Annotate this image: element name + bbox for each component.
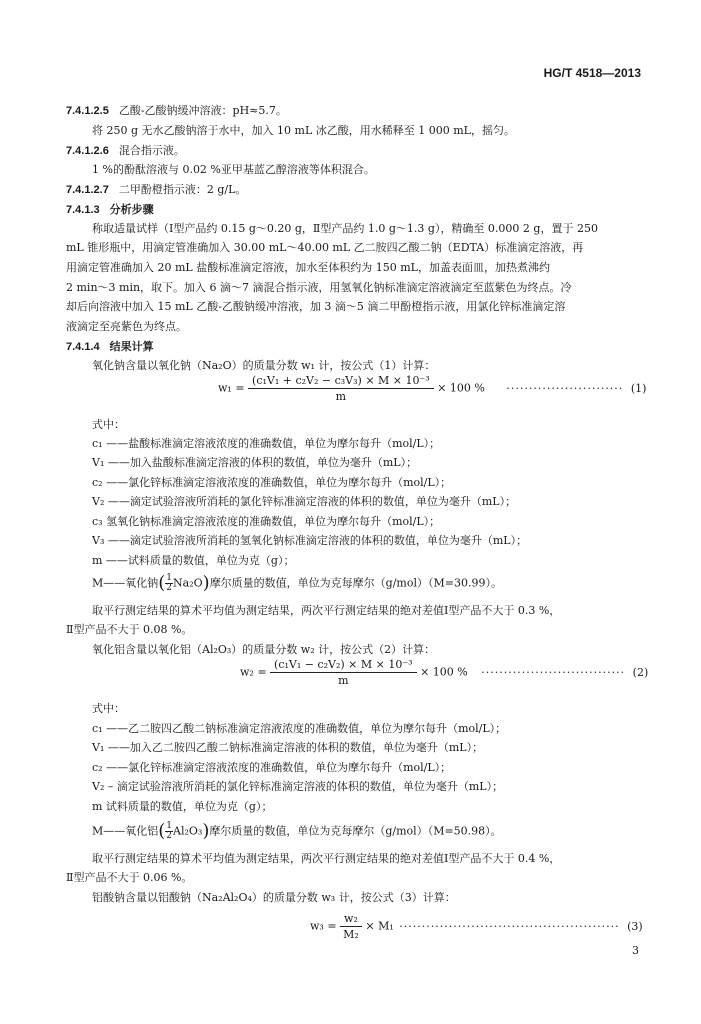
formula-2-lhs: w₂ = (240, 665, 267, 679)
text-line-p5b: Ⅱ型产品不大于 0.08 %。 (66, 623, 193, 636)
text-line-e1: c₁ ——乙二胺四乙酸二钠标准滴定溶液浓度的准确数值，单位为摩尔每升（mol/L）； (92, 722, 507, 735)
half-fraction (165, 574, 173, 593)
molar-al2o3-pre: M——氧化铝 (92, 824, 159, 838)
text-line-p7a: 取平行测定结果的算术平均值为测定结果，两次平行测定结果的绝对差值Ⅰ型产品不大于 0.4 %， (92, 852, 561, 865)
text-line-p2: 1 %的酚酞溶液与 0.02 %亚甲基蓝乙醇溶液等体积混合。 (92, 163, 375, 176)
molar-mass-na2o: M——氧化钠( $\frac{1}{2}$ Na₂O)摩尔质量的数值，单位为克每摩尔（g/mol）（M=30.99）。 (92, 572, 502, 594)
molar-al2o3-post: 摩尔质量的数值，单位为克每摩尔（g/mol）（M=50.98）。 (209, 824, 502, 838)
text-line-p3c: 用滴定管准确加入 20 mL 盐酸标准滴定溶液，加水至体积约为 150 mL，加盖表面皿，加热煮沸约 (66, 261, 550, 274)
text-line-where2: 式中： (92, 702, 125, 715)
text-line-e5: m 试料质量的数值，单位为克（g）； (92, 800, 273, 813)
formula-2-numerator: (c₁V₁ − c₂V₂) × M × 10⁻³ (270, 658, 417, 673)
text-line-s7412-7: 7.4.1.2.7 二甲酚橙指示液：2 g/L。 (66, 183, 247, 196)
text-line-s7412-5: 7.4.1.2.5 乙酸-乙酸钠缓冲溶液：pH≈5.7。 (66, 104, 287, 117)
molar-na2o-post: 摩尔质量的数值，单位为克每摩尔（g/mol）（M=30.99）。 (209, 576, 502, 590)
text-line-d6: V₃ ——滴定试验溶液所消耗的氢氧化钠标准滴定溶液的体积的数值，单位为毫升（mL）； (92, 534, 528, 547)
formula-3-lhs: w₃ = (310, 919, 337, 933)
formula-2-denominator: m (338, 674, 349, 687)
text-line-d3: c₂ ——氯化锌标准滴定溶液浓度的准确数值，单位为摩尔每升（mol/L）； (92, 476, 452, 489)
half-top: 1 (166, 573, 173, 583)
text-line-e2: V₁ ——加入乙二胺四乙酸二钠标准滴定溶液的体积的数值，单位为毫升（mL）； (92, 741, 484, 754)
text-line-d5: c₃ 氢氧化钠标准滴定溶液浓度的准确数值，单位为摩尔每升（mol/L）； (92, 515, 441, 528)
formula-1-fraction (248, 374, 434, 403)
text-line-p3d: 2 min～3 min，取下。加入 6 滴～7 滴混合指示液，用氢氧化钠标准滴定溶液滴定至蓝紫色为终点。冷 (66, 281, 572, 294)
molar-na2o-pre: M——氧化钠 (92, 576, 159, 590)
formula-2-label: (2) (632, 665, 649, 679)
text-line-s7413: 7.4.1.3 分析步骤 (66, 204, 154, 216)
text-line-e4: V₂ – 滴定试验溶液所消耗的氯化锌标准滴定溶液的体积的数值，单位为毫升（mL）； (92, 780, 504, 793)
text-line-d1: c₁ ——盐酸标准滴定溶液浓度的准确数值，单位为摩尔每升（mol/L）； (92, 437, 441, 450)
text-line-e3: c₂ ——氯化锌标准滴定溶液浓度的准确数值，单位为摩尔每升（mol/L）； (92, 761, 452, 774)
molar-na2o-species: Na₂O (173, 576, 203, 590)
formula-1-tail: × 100 % (437, 381, 485, 395)
text-line-p3e: 却后向溶液中加入 15 mL 乙酸-乙酸钠缓冲溶液，加 3 滴～5 滴二甲酚橙指示液，用氯化锌标准滴定溶 (66, 300, 566, 313)
text-line-p7b: Ⅱ型产品不大于 0.06 %。 (66, 871, 193, 884)
text-line-p6: 氧化铝含量以氧化铝（Al₂O₃）的质量分数 w₂ 计，按公式（2）计算： (92, 643, 436, 656)
formula-2-fraction (270, 658, 417, 687)
half-bottom: 2 (166, 583, 173, 593)
standard-code: HG/T 4518—2013 (543, 66, 641, 80)
formula-1-lhs: w₁ = (218, 381, 245, 395)
text-line-p3b: mL 锥形瓶中，用滴定管准确加入 30.00 mL～40.00 mL 乙二胺四乙酸二钠（EDTA）标准滴定溶液，再 (66, 241, 584, 254)
formula-1-label: (1) (630, 381, 647, 395)
text-line-d2: V₁ ——加入盐酸标准滴定溶液的体积的数值，单位为毫升（mL）； (92, 456, 418, 469)
formula-1-leader: ·························· (506, 381, 624, 395)
formula-1 (218, 374, 646, 403)
text-line-s7412-6: 7.4.1.2.6 混合指示液。 (66, 144, 185, 157)
formula-3-denominator: M₂ (343, 928, 359, 941)
text-line-p1: 将 250 g 无水乙酸钠溶于水中，加入 10 mL 冰乙酸，用水稀释至 1 000 mL，摇匀。 (92, 124, 515, 137)
molar-al2o3-species: Al₂O₃ (173, 824, 203, 838)
text-line-p3a: 称取适量试样（Ⅰ型产品约 0.15 g～0.20 g，Ⅱ型产品约 1.0 g～1.3 g），精确至 0.000 2 g，置于 250 (92, 222, 598, 235)
half-fraction (165, 822, 173, 841)
text-line-p3f: 液滴定至亮紫色为终点。 (66, 320, 187, 333)
formula-2-leader: ································ (481, 665, 626, 679)
text-line-d7: m ——试料质量的数值，单位为克（g）； (92, 554, 295, 567)
text-line-p4: 氧化钠含量以氧化钠（Na₂O）的质量分数 w₁ 计，按公式（1）计算： (92, 359, 436, 372)
molar-mass-al2o3: M——氧化铝( $\frac{1}{2}$ Al₂O₃)摩尔质量的数值，单位为克每摩尔（g/mol）（M=50.98）。 (92, 820, 502, 842)
formula-3 (310, 912, 643, 941)
formula-3-leader: ················································· (399, 919, 620, 933)
text-line-s7414: 7.4.1.4 结果计算 (66, 341, 154, 353)
half-top: 1 (166, 821, 173, 831)
formula-3-numerator: w₂ (340, 912, 362, 927)
page-number: 3 (632, 944, 639, 957)
text-line-p8: 铝酸钠含量以铝酸钠（Na₂Al₂O₄）的质量分数 w₃ 计，按公式（3）计算： (92, 891, 456, 904)
formula-3-tail: × M₁ (365, 919, 394, 933)
formula-3-fraction (340, 912, 362, 941)
formula-1-numerator: (c₁V₁ + c₂V₂ − c₃V₃) × M × 10⁻³ (248, 374, 434, 389)
formula-2 (240, 658, 648, 687)
formula-1-denominator: m (335, 390, 347, 403)
formula-2-tail: × 100 % (420, 665, 468, 679)
text-line-p5a: 取平行测定结果的算术平均值为测定结果，两次平行测定结果的绝对差值Ⅰ型产品不大于 0.3 %， (92, 604, 561, 617)
text-line-where1: 式中： (92, 418, 125, 431)
half-bottom: 2 (166, 831, 173, 841)
text-line-d4: V₂ ——滴定试验溶液所消耗的氯化锌标准滴定溶液的体积的数值，单位为毫升（mL）； (92, 495, 517, 508)
formula-3-label: (3) (627, 919, 643, 933)
